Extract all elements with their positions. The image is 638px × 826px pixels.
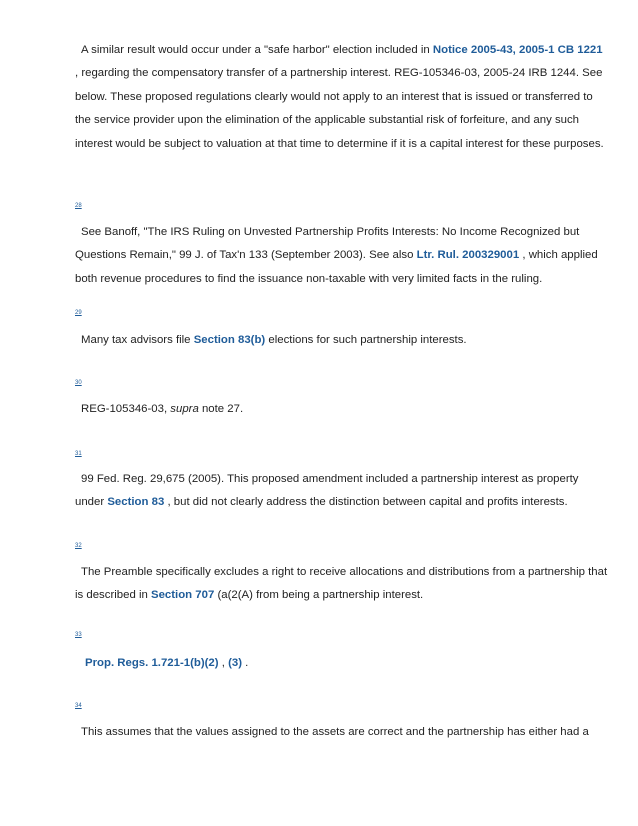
text-line: This assumes that the values assigned to the assets are correct and the partnership has either had a [81,726,589,738]
text-line [75,39,603,62]
footnote-marker-34[interactable]: 34 [75,703,82,709]
text-span: under [75,496,105,509]
text-span: , but did not clearly address the distinction between capital and profits interests. [167,496,568,509]
footnote-marker-31[interactable]: 31 [75,451,82,457]
link-prop-regs-3[interactable]: (3) [228,657,242,669]
text-span: Questions Remain," 99 J. of Tax'n 133 (September 2003). See also [75,249,414,262]
italic-text: supra [170,403,199,415]
footnote-marker-32[interactable]: 32 [75,543,82,549]
text-line: See Banoff, "The IRS Ruling on Unvested Partnership Profits Interests: No Income Recognized but [81,226,580,238]
link-ltr-rul-200329001[interactable]: Ltr. Rul. 200329001 [416,249,520,262]
text-line [75,244,598,267]
text-line [75,398,575,421]
link-prop-regs-1-721-1-b-2[interactable]: Prop. Regs. 1.721-1(b)(2) [85,657,219,669]
text-span: is described in [75,589,148,602]
text-line: 99 Fed. Reg. 29,675 (2005). This proposed amendment included a partnership interest as property [81,473,579,485]
footnote-30 [75,398,575,421]
link-section-83b[interactable]: Section 83(b) [193,334,266,346]
link-section-707[interactable]: Section 707 [150,589,215,602]
text-line [75,584,575,607]
footnote-34 [75,721,589,744]
text-span: REG-105346-03, [81,403,168,415]
text-line: below. These proposed regulations clearly would not apply to an interest that is issued or transferred to [75,90,593,103]
text-span: Many tax advisors file [81,334,191,346]
footnote-marker-29[interactable]: 29 [75,310,82,316]
text-line [75,491,575,514]
text-span: A similar result would occur under a "safe harbor" election included in [81,44,430,56]
text-line: The Preamble specifically excludes a right to receive allocations and distributions from a partnership that [81,566,608,578]
text-line: interest would be subject to valuation at that time to determine if it is a capital interest for these purposes. [75,137,604,150]
text-span: , which applied [522,249,598,262]
text-span: , [221,657,225,669]
text-span: note 27. [201,403,244,415]
text-line: the service provider upon the elimination of the applicable substantial risk of forfeiture, and any such [75,114,580,127]
footnote-32 [75,561,608,608]
footnote-33 [75,652,575,675]
link-notice-2005-43[interactable]: Notice 2005-43, 2005-1 CB 1221 [432,44,603,56]
text-span: . [245,657,249,669]
text-line [75,329,575,352]
link-section-83[interactable]: Section 83 [107,496,165,509]
footnote-29 [75,329,575,352]
paragraph-note-27 [75,39,604,156]
text-line [75,652,575,675]
text-span: elections for such partnership interests. [268,334,467,346]
text-line: both revenue procedures to find the issuance non-taxable with very limited facts in the ruling. [75,272,543,285]
text-line: , regarding the compensatory transfer of a partnership interest. REG-105346-03, 2005-24 IRB 1244. See [75,67,603,80]
footnote-marker-28[interactable]: 28 [75,203,82,209]
footnote-marker-30[interactable]: 30 [75,380,82,386]
text-span: (a(2(A) from being a partnership interest. [217,589,424,602]
footnote-28 [75,221,598,291]
footnote-31 [75,468,579,515]
footnote-marker-33[interactable]: 33 [75,632,82,638]
